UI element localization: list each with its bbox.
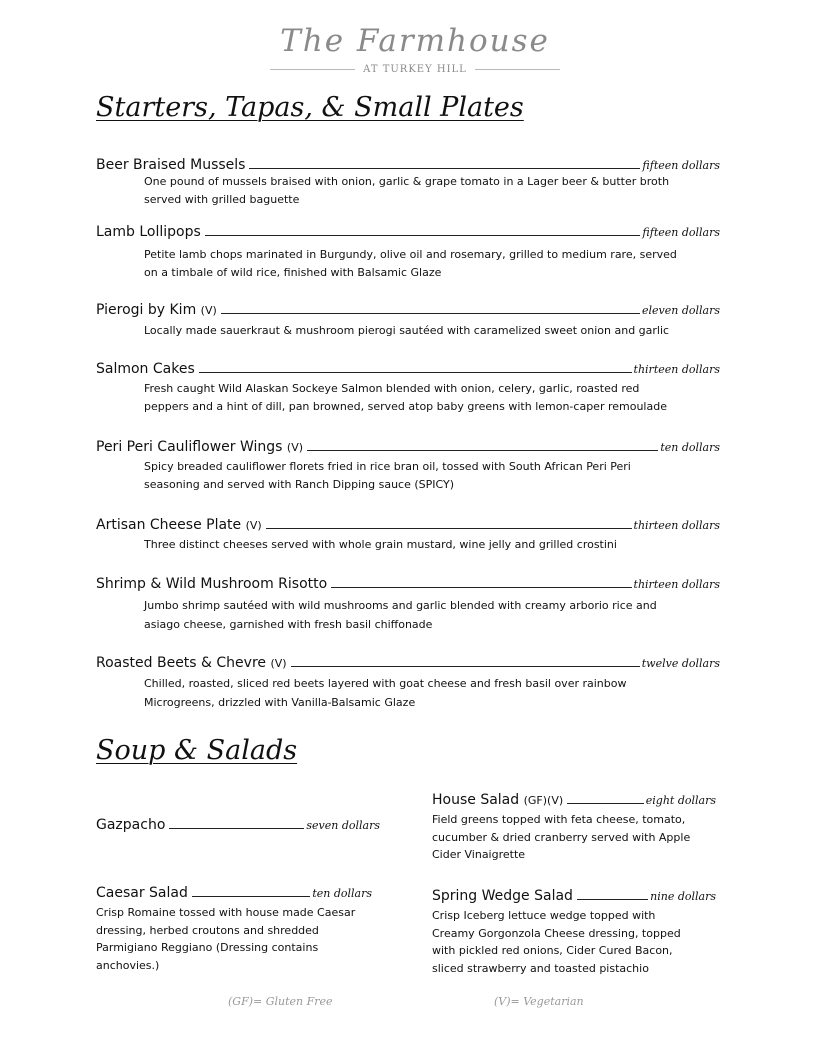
item-description: Three distinct cheeses served with whole grain mustard, wine jelly and grilled crostini	[144, 538, 617, 551]
item-price: seven dollars	[306, 819, 380, 832]
item-description: Field greens topped with feta cheese, tomato, cucumber & dried cranberry served with Apple Cider Vinaigrette	[432, 813, 691, 861]
logo-subtitle: AT TURKEY HILL	[363, 63, 467, 75]
soups-heading: Soup & Salads	[96, 735, 298, 766]
dot-leader	[307, 437, 658, 451]
item-price: thirteen dollars	[633, 578, 720, 591]
item-price: twelve dollars	[641, 657, 720, 670]
dot-leader	[567, 790, 644, 804]
menu-item-lamb-lollipops	[96, 222, 720, 281]
dot-leader	[205, 222, 641, 236]
logo-rule-left	[270, 69, 355, 70]
menu-item-gazpacho	[96, 815, 380, 833]
menu-item-caesar-salad	[96, 883, 372, 974]
menu-item-pierogi	[96, 300, 720, 340]
diet-tag: (V)	[200, 304, 217, 317]
dot-leader	[169, 815, 304, 829]
item-price: fifteen dollars	[642, 226, 720, 239]
legend-gluten-free: (GF)= Gluten Free	[228, 995, 333, 1008]
dot-leader	[221, 300, 640, 314]
diet-tag: (V)	[286, 441, 304, 454]
restaurant-logo	[270, 20, 560, 76]
item-name: Salmon Cakes	[96, 361, 195, 377]
item-price: thirteen dollars	[633, 519, 720, 532]
item-name: Spring Wedge Salad	[432, 888, 573, 904]
item-name: Gazpacho	[96, 817, 166, 833]
item-description: Petite lamb chops marinated in Burgundy, olive oil and rosemary, grilled to medium rare, served on a timbale of wild rice, finished with Balsamic Glaze	[144, 248, 677, 279]
item-description: Crisp Iceberg lettuce wedge topped with Creamy Gorgonzola Cheese dressing, topped with pickled red onions, Cider Cured Bacon, sliced strawberry and toasted pistachio	[432, 909, 681, 975]
item-description: Jumbo shrimp sautéed with wild mushrooms and garlic blended with creamy arborio rice and asiago cheese, garnished with fresh basil chiffonade	[144, 599, 657, 631]
dot-leader	[266, 515, 632, 529]
item-description: Locally made sauerkraut & mushroom pierogi sautéed with caramelized sweet onion and garlic	[144, 324, 670, 337]
menu-item-house-salad	[432, 790, 716, 864]
item-price: fifteen dollars	[642, 159, 720, 172]
diet-tag: (V)	[270, 657, 287, 670]
item-description: Crisp Romaine tossed with house made Caesar dressing, herbed croutons and shredded Parmigiano Reggiano (Dressing contains anchovies.)	[96, 906, 356, 972]
item-price: ten dollars	[312, 887, 372, 900]
item-name: House Salad (GF)(V)	[432, 792, 564, 808]
starters-heading: Starters, Tapas, & Small Plates	[96, 92, 524, 123]
menu-item-cheese-plate	[96, 515, 720, 554]
diet-tag: (V)	[245, 519, 262, 532]
dot-leader	[199, 359, 632, 373]
item-price: eleven dollars	[641, 304, 720, 317]
menu-item-beer-braised-mussels	[96, 155, 720, 208]
item-name: Artisan Cheese Plate (V)	[96, 517, 262, 533]
item-name: Lamb Lollipops	[96, 224, 201, 240]
item-price: thirteen dollars	[633, 363, 720, 376]
dot-leader	[249, 155, 640, 169]
dot-leader	[291, 653, 640, 667]
logo-subtitle-row	[270, 62, 560, 76]
item-name: Caesar Salad	[96, 885, 188, 901]
item-description: Chilled, roasted, sliced red beets layered with goat cheese and fresh basil over rainbow Microgreens, drizzled with Vanilla-Balsamic Glaze	[144, 677, 627, 709]
item-price: eight dollars	[645, 794, 716, 807]
menu-item-roasted-beets	[96, 653, 720, 712]
item-name: Pierogi by Kim (V)	[96, 302, 217, 318]
item-description: One pound of mussels braised with onion, garlic & grape tomato in a Lager beer & butter broth served with grilled baguette	[144, 175, 670, 206]
diet-tag: (GF)(V)	[523, 794, 564, 807]
logo-name: The Farmhouse	[280, 23, 550, 59]
item-price: nine dollars	[650, 890, 716, 903]
menu-item-cauliflower-wings	[96, 437, 720, 493]
item-name: Roasted Beets & Chevre (V)	[96, 655, 287, 671]
item-name: Shrimp & Wild Mushroom Risotto	[96, 576, 328, 592]
legend-vegetarian: (V)= Vegetarian	[494, 995, 584, 1008]
menu-item-salmon-cakes	[96, 359, 720, 415]
dot-leader	[577, 886, 648, 900]
item-name: Peri Peri Cauliflower Wings (V)	[96, 439, 304, 455]
menu-item-spring-wedge-salad	[432, 886, 716, 977]
item-price: ten dollars	[660, 441, 720, 454]
logo-rule-right	[475, 69, 560, 70]
dot-leader	[192, 883, 310, 897]
item-name: Beer Braised Mussels	[96, 157, 246, 173]
item-description: Fresh caught Wild Alaskan Sockeye Salmon blended with onion, celery, garlic, roasted red peppers and a hint of dill, pan browned, served atop baby greens with lemon-caper remoulade	[144, 382, 667, 413]
dot-leader	[331, 574, 631, 588]
item-description: Spicy breaded cauliflower florets fried in rice bran oil, tossed with South African Peri Peri seasoning and served with Ranch Dipping sauce (SPICY)	[144, 460, 631, 491]
menu-item-risotto	[96, 574, 720, 634]
